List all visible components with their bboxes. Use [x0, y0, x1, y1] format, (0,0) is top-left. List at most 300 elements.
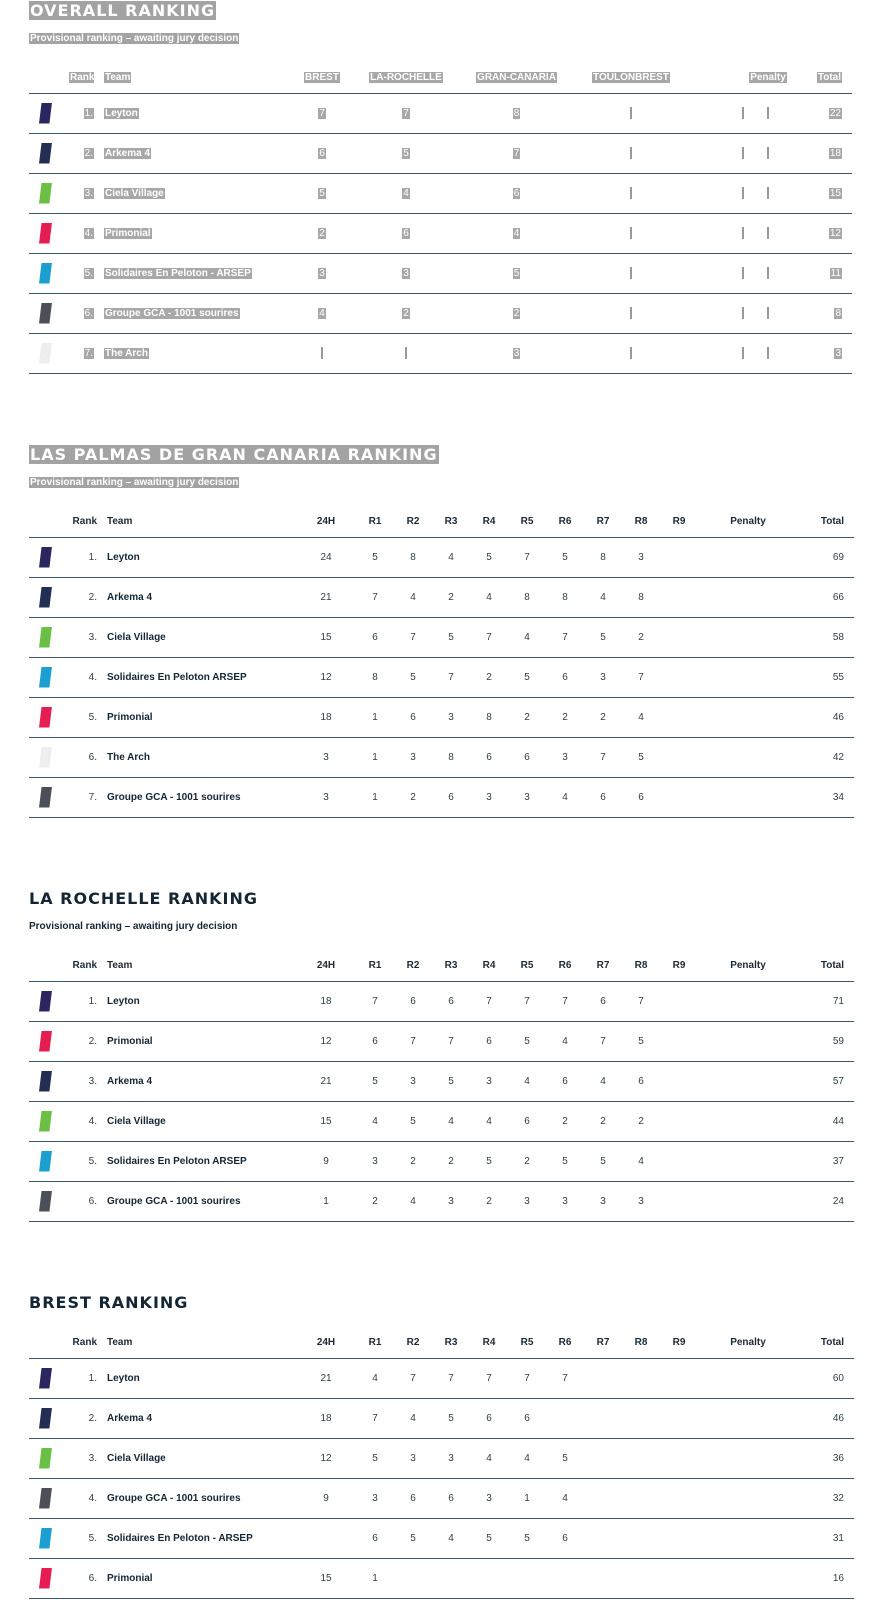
overall-header-row: [29, 63, 852, 93]
score-r7-cell: 6: [584, 981, 622, 1021]
score-r8-cell: 6: [622, 1061, 660, 1101]
score-r5-cell: 3: [508, 777, 546, 817]
score-r1-cell: 8: [356, 657, 394, 697]
score-r6-cell: 7: [546, 617, 584, 657]
empty-score-bar: [630, 107, 632, 119]
score-r8-cell: 2: [622, 1101, 660, 1141]
rank-cell: 4.: [69, 213, 94, 253]
penalty-cell: [698, 1438, 798, 1478]
score-r6-cell: 3: [546, 737, 584, 777]
header-team: Team: [97, 1328, 296, 1358]
team-flag-icon: [39, 547, 52, 568]
score-r2-cell: 5: [394, 1101, 432, 1141]
score-r1-cell: 5: [356, 1438, 394, 1478]
overall-ranking-table: [29, 63, 852, 374]
header-r3: R3: [432, 507, 470, 537]
toulonbrest-score-cell: [585, 213, 677, 253]
rank-cell: 6.: [69, 293, 94, 333]
table-row: [29, 93, 852, 133]
header-empty: [677, 63, 744, 93]
score-24h-cell: 3: [296, 737, 356, 777]
score-r5-cell: 6: [508, 737, 546, 777]
penalty-cell: [744, 213, 792, 253]
team-flag-cell: [29, 777, 69, 817]
gran-canaria-ranking-subtitle: Provisional ranking – awaiting jury decision: [30, 477, 239, 488]
larochelle-score-cell: 2: [364, 293, 448, 333]
score-r6-cell: 3: [546, 1181, 584, 1221]
grancanaria-score-cell: 4: [448, 213, 585, 253]
score-r5-cell: 8: [508, 577, 546, 617]
score-r1-cell: 1: [356, 1558, 394, 1598]
score-r5-cell: 2: [508, 697, 546, 737]
score-r7-cell: 6: [584, 777, 622, 817]
total-cell: 15: [792, 173, 852, 213]
score-r8-cell: [622, 1398, 660, 1438]
header-r8: R8: [622, 507, 660, 537]
score-r4-cell: 7: [470, 1358, 508, 1398]
score-r6-cell: 5: [546, 537, 584, 577]
total-cell: 16: [798, 1558, 854, 1598]
brest-ranking-table: [29, 1328, 854, 1599]
penalty-cell: [698, 657, 798, 697]
rank-cell: 6.: [69, 1558, 97, 1598]
score-r5-cell: 7: [508, 1358, 546, 1398]
total-cell: 8: [792, 293, 852, 333]
empty-score-bar: [767, 227, 769, 239]
table-row: [29, 577, 854, 617]
team-flag-icon: [39, 1568, 52, 1589]
team-name: Solidaires En Peloton - ARSEP: [94, 253, 280, 293]
score-24h-cell: 3: [296, 777, 356, 817]
header-r4: R4: [470, 1328, 508, 1358]
score-r7-cell: 5: [584, 1141, 622, 1181]
score-24h-cell: 18: [296, 1398, 356, 1438]
la-rochelle-ranking-table: [29, 951, 854, 1222]
score-r3-cell: 3: [432, 1438, 470, 1478]
team-name: Primonial: [97, 697, 296, 737]
header-total: Total: [798, 1328, 854, 1358]
empty-score-bar: [630, 347, 632, 359]
total-cell: 37: [798, 1141, 854, 1181]
team-name: Ciela Village: [94, 173, 280, 213]
team-flag-cell: [29, 133, 69, 173]
team-flag-cell: [29, 1558, 69, 1598]
empty-score-bar: [630, 147, 632, 159]
score-r8-cell: 2: [622, 617, 660, 657]
score-r9-cell: [660, 1141, 698, 1181]
header-h24: 24H: [296, 1328, 356, 1358]
score-r7-cell: 8: [584, 537, 622, 577]
empty-score-bar: [767, 147, 769, 159]
larochelle-score-cell: 5: [364, 133, 448, 173]
brest-score-cell: 4: [280, 293, 364, 333]
team-flag-icon: [39, 183, 52, 204]
header-r2: R2: [394, 1328, 432, 1358]
rank-cell: 6.: [69, 1181, 97, 1221]
team-flag-cell: [29, 537, 69, 577]
score-r6-cell: 6: [546, 657, 584, 697]
total-cell: 42: [798, 737, 854, 777]
penalty-cell: [698, 1061, 798, 1101]
penalty-cell: [698, 577, 798, 617]
table-row: [29, 1061, 854, 1101]
table-row: [29, 777, 854, 817]
header-r7: R7: [584, 1328, 622, 1358]
table-row: [29, 333, 852, 373]
score-r2-cell: 6: [394, 697, 432, 737]
larochelle-score-cell: 4: [364, 173, 448, 213]
rank-cell: 2.: [69, 577, 97, 617]
score-r7-cell: [584, 1478, 622, 1518]
la-rochelle-ranking-section: [29, 888, 852, 1222]
penalty-cell: [698, 1021, 798, 1061]
score-r9-cell: [660, 1478, 698, 1518]
table-row: [29, 537, 854, 577]
score-r3-cell: 5: [432, 1398, 470, 1438]
team-flag-icon: [39, 1191, 52, 1212]
empty-score-bar: [767, 267, 769, 279]
score-r1-cell: 7: [356, 577, 394, 617]
score-r7-cell: 4: [584, 577, 622, 617]
team-flag-icon: [39, 1031, 52, 1052]
score-r2-cell: 5: [394, 1518, 432, 1558]
score-24h-cell: 21: [296, 577, 356, 617]
score-r5-cell: 2: [508, 1141, 546, 1181]
rank-cell: 3.: [69, 617, 97, 657]
team-name: Ciela Village: [97, 617, 296, 657]
header-rank: Rank: [69, 951, 97, 981]
penalty-cell: [744, 173, 792, 213]
score-r2-cell: 5: [394, 657, 432, 697]
table-row: [29, 1398, 854, 1438]
penalty-cell: [744, 133, 792, 173]
team-flag-cell: [29, 577, 69, 617]
rank-cell: 5.: [69, 1141, 97, 1181]
score-r6-cell: 5: [546, 1438, 584, 1478]
team-name: Arkema 4: [97, 577, 296, 617]
score-24h-cell: 12: [296, 1021, 356, 1061]
brest-ranking-title: BREST RANKING: [29, 1293, 189, 1312]
total-cell: 34: [798, 777, 854, 817]
score-r4-cell: 7: [470, 981, 508, 1021]
score-r9-cell: [660, 737, 698, 777]
team-flag-cell: [29, 333, 69, 373]
team-name: Groupe GCA - 1001 sourires: [97, 1478, 296, 1518]
header-r2: R2: [394, 507, 432, 537]
score-r3-cell: 4: [432, 1101, 470, 1141]
rank-cell: 3.: [69, 1061, 97, 1101]
score-r3-cell: 2: [432, 577, 470, 617]
score-r6-cell: 4: [546, 777, 584, 817]
header-penalty: Penalty: [744, 63, 792, 93]
total-cell: 32: [798, 1478, 854, 1518]
penalty-cell: [744, 333, 792, 373]
score-r7-cell: 2: [584, 697, 622, 737]
team-flag-cell: [29, 213, 69, 253]
score-r3-cell: 5: [432, 617, 470, 657]
total-cell: 18: [792, 133, 852, 173]
table-row: [29, 697, 854, 737]
score-r2-cell: 4: [394, 1181, 432, 1221]
brest-score-cell: 7: [280, 93, 364, 133]
header-r6: R6: [546, 507, 584, 537]
gran-canaria-ranking-title: LAS PALMAS DE GRAN CANARIA RANKING: [30, 445, 438, 464]
grancanaria-score-cell: 2: [448, 293, 585, 333]
team-name: Leyton: [94, 93, 280, 133]
score-r8-cell: [622, 1438, 660, 1478]
score-r5-cell: 5: [508, 1021, 546, 1061]
extra-score-cell: [677, 173, 744, 213]
team-name: Leyton: [97, 981, 296, 1021]
score-r9-cell: [660, 1101, 698, 1141]
rank-cell: 2.: [69, 1398, 97, 1438]
score-r9-cell: [660, 1061, 698, 1101]
total-cell: 46: [798, 697, 854, 737]
rank-cell: 2.: [69, 133, 94, 173]
score-r7-cell: 4: [584, 1061, 622, 1101]
score-r6-cell: 4: [546, 1021, 584, 1061]
score-r7-cell: 2: [584, 1101, 622, 1141]
extra-score-cell: [677, 253, 744, 293]
team-flag-cell: [29, 1478, 69, 1518]
score-r8-cell: [622, 1478, 660, 1518]
score-r2-cell: 7: [394, 617, 432, 657]
team-flag-icon: [39, 627, 52, 648]
score-r8-cell: 5: [622, 1021, 660, 1061]
header-r8: R8: [622, 951, 660, 981]
gran-canaria-ranking-table: [29, 507, 854, 818]
score-r8-cell: 4: [622, 697, 660, 737]
team-name: Leyton: [97, 1358, 296, 1398]
table-row: [29, 1478, 854, 1518]
total-cell: 24: [798, 1181, 854, 1221]
score-24h-cell: 15: [296, 1558, 356, 1598]
header-flag: [29, 951, 69, 981]
total-cell: 66: [798, 577, 854, 617]
larochelle-score-cell: 3: [364, 253, 448, 293]
score-r8-cell: 3: [622, 537, 660, 577]
score-r6-cell: 5: [546, 1141, 584, 1181]
penalty-cell: [698, 1558, 798, 1598]
table-row: [29, 1101, 854, 1141]
rank-cell: 6.: [69, 737, 97, 777]
team-name: Leyton: [97, 537, 296, 577]
score-24h-cell: 9: [296, 1141, 356, 1181]
team-flag-cell: [29, 253, 69, 293]
total-cell: 36: [798, 1438, 854, 1478]
header-total: Total: [798, 951, 854, 981]
score-r2-cell: 4: [394, 1398, 432, 1438]
rank-cell: 1.: [69, 93, 94, 133]
table-row: [29, 737, 854, 777]
score-r2-cell: 7: [394, 1358, 432, 1398]
score-r5-cell: 5: [508, 1518, 546, 1558]
header-r4: R4: [470, 507, 508, 537]
score-r3-cell: 3: [432, 697, 470, 737]
score-r4-cell: 6: [470, 737, 508, 777]
score-r1-cell: 1: [356, 697, 394, 737]
rank-cell: 7.: [69, 777, 97, 817]
score-r1-cell: 2: [356, 1181, 394, 1221]
empty-score-bar: [405, 347, 407, 359]
table-row: [29, 657, 854, 697]
score-r9-cell: [660, 1021, 698, 1061]
score-24h-cell: 1: [296, 1181, 356, 1221]
team-name: Arkema 4: [94, 133, 280, 173]
grancanaria-score-cell: 3: [448, 333, 585, 373]
score-r5-cell: 6: [508, 1101, 546, 1141]
score-r4-cell: 8: [470, 697, 508, 737]
score-r9-cell: [660, 777, 698, 817]
score-r3-cell: 7: [432, 1021, 470, 1061]
score-r4-cell: 3: [470, 777, 508, 817]
header-r7: R7: [584, 507, 622, 537]
team-flag-icon: [39, 747, 52, 768]
score-r1-cell: 3: [356, 1478, 394, 1518]
header-rank: Rank: [69, 507, 97, 537]
score-r1-cell: 5: [356, 1061, 394, 1101]
overall-ranking-subtitle: Provisional ranking – awaiting jury decision: [30, 33, 239, 44]
team-name: Primonial: [97, 1558, 296, 1598]
score-r1-cell: 5: [356, 537, 394, 577]
score-24h-cell: 15: [296, 1101, 356, 1141]
header-r6: R6: [546, 1328, 584, 1358]
team-name: Groupe GCA - 1001 sourires: [97, 1181, 296, 1221]
team-flag-cell: [29, 617, 69, 657]
header-total: Total: [792, 63, 852, 93]
total-cell: 22: [792, 93, 852, 133]
total-cell: 55: [798, 657, 854, 697]
empty-score-bar: [767, 187, 769, 199]
header-flag: [29, 1328, 69, 1358]
team-flag-cell: [29, 293, 69, 333]
score-r2-cell: 8: [394, 537, 432, 577]
team-name: Arkema 4: [97, 1398, 296, 1438]
empty-score-bar: [742, 187, 744, 199]
total-cell: 44: [798, 1101, 854, 1141]
grancanaria-score-cell: 8: [448, 93, 585, 133]
larochelle-score-cell: 7: [364, 93, 448, 133]
grancanaria-score-cell: 6: [448, 173, 585, 213]
team-name: The Arch: [97, 737, 296, 777]
score-r8-cell: 6: [622, 777, 660, 817]
brest-score-cell: 2: [280, 213, 364, 253]
empty-score-bar: [742, 267, 744, 279]
score-r9-cell: [660, 657, 698, 697]
empty-score-bar: [321, 347, 323, 359]
team-name: Solidaires En Peloton - ARSEP: [97, 1518, 296, 1558]
header-r8: R8: [622, 1328, 660, 1358]
score-r6-cell: 6: [546, 1518, 584, 1558]
header-penalty: Penalty: [698, 1328, 798, 1358]
table-row: [29, 213, 852, 253]
rank-cell: 4.: [69, 1101, 97, 1141]
empty-score-bar: [742, 307, 744, 319]
team-flag-cell: [29, 981, 69, 1021]
score-r3-cell: [432, 1558, 470, 1598]
brest-score-cell: 5: [280, 173, 364, 213]
header-toulonbrest: TOULONBREST: [585, 63, 677, 93]
toulonbrest-score-cell: [585, 293, 677, 333]
header-r1: R1: [356, 507, 394, 537]
empty-score-bar: [742, 147, 744, 159]
score-r6-cell: [546, 1558, 584, 1598]
rank-cell: 3.: [69, 1438, 97, 1478]
score-r2-cell: 2: [394, 777, 432, 817]
table-row: [29, 173, 852, 213]
score-r2-cell: 3: [394, 1438, 432, 1478]
score-r5-cell: 6: [508, 1398, 546, 1438]
header-penalty: Penalty: [698, 507, 798, 537]
empty-score-bar: [767, 347, 769, 359]
empty-score-bar: [767, 107, 769, 119]
score-r6-cell: 2: [546, 1101, 584, 1141]
table-row: [29, 1558, 854, 1598]
score-r4-cell: 4: [470, 577, 508, 617]
team-flag-icon: [39, 1111, 52, 1132]
score-r9-cell: [660, 981, 698, 1021]
toulonbrest-score-cell: [585, 253, 677, 293]
team-name: Solidaires En Peloton ARSEP: [97, 657, 296, 697]
score-r9-cell: [660, 697, 698, 737]
team-flag-icon: [39, 667, 52, 688]
score-r4-cell: 5: [470, 537, 508, 577]
toulonbrest-score-cell: [585, 93, 677, 133]
score-r2-cell: 2: [394, 1141, 432, 1181]
score-r2-cell: 7: [394, 1021, 432, 1061]
team-flag-cell: [29, 1181, 69, 1221]
score-r4-cell: 7: [470, 617, 508, 657]
team-name: Primonial: [97, 1021, 296, 1061]
rank-cell: 2.: [69, 1021, 97, 1061]
rank-cell: 1.: [69, 981, 97, 1021]
score-r9-cell: [660, 577, 698, 617]
header-h24: 24H: [296, 951, 356, 981]
table-row: [29, 253, 852, 293]
team-flag-cell: [29, 1398, 69, 1438]
header-row: [29, 1328, 854, 1358]
score-r9-cell: [660, 1438, 698, 1478]
empty-score-bar: [630, 307, 632, 319]
score-r4-cell: 2: [470, 1181, 508, 1221]
score-r4-cell: 4: [470, 1438, 508, 1478]
header-r4: R4: [470, 951, 508, 981]
score-r8-cell: 7: [622, 657, 660, 697]
score-24h-cell: 18: [296, 697, 356, 737]
header-gran-canaria: GRAN-CANARIA: [448, 63, 585, 93]
score-r7-cell: 3: [584, 657, 622, 697]
score-r6-cell: 2: [546, 697, 584, 737]
score-r3-cell: 7: [432, 657, 470, 697]
penalty-cell: [698, 537, 798, 577]
penalty-cell: [698, 1358, 798, 1398]
empty-score-bar: [742, 227, 744, 239]
team-name: The Arch: [94, 333, 280, 373]
table-row: [29, 617, 854, 657]
brest-score-cell: [280, 333, 364, 373]
score-r7-cell: 3: [584, 1181, 622, 1221]
team-name: Ciela Village: [97, 1438, 296, 1478]
total-cell: 46: [798, 1398, 854, 1438]
score-r3-cell: 2: [432, 1141, 470, 1181]
team-flag-cell: [29, 737, 69, 777]
table-row: [29, 1518, 854, 1558]
header-r2: R2: [394, 951, 432, 981]
empty-score-bar: [630, 187, 632, 199]
brest-ranking-section: [29, 1292, 852, 1599]
score-r9-cell: [660, 1358, 698, 1398]
penalty-cell: [698, 1398, 798, 1438]
